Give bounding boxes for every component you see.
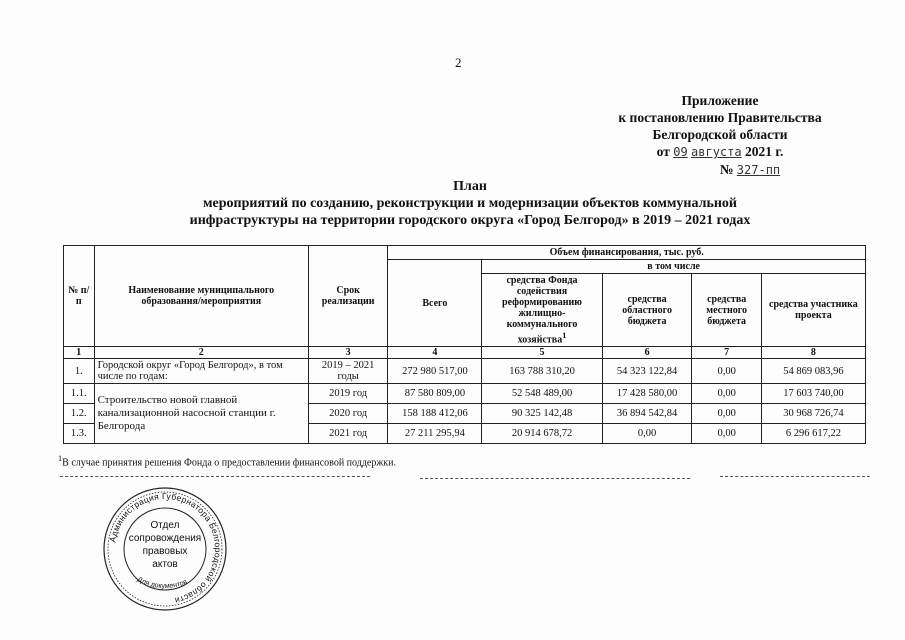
column-numbers-row: 1 2 3 4 5 6 7 8: [64, 347, 866, 359]
date-year: 2021 г.: [745, 144, 784, 159]
title-line1: План: [453, 179, 487, 194]
scan-dash-line: [420, 478, 690, 479]
appendix-date: от 09 августа 2021 г.: [656, 144, 784, 159]
svg-text:Для документов: [136, 576, 189, 590]
table-row: 1. Городской округ «Город Белгород», в том числе по годам: 2019 – 2021 годы 272 980 517,00 163 788 310,20 54 323 122,84 0,00 54 869 083,96: [64, 359, 866, 384]
header-fund: средства Фонда содействия реформированию жилищно-коммунального хозяйства$^1$: [482, 274, 602, 347]
appendix-line1: Приложение: [681, 93, 759, 108]
appendix-number: № 327-пп: [719, 162, 781, 177]
table-row: 1.2. 2020 год 158 188 412,06 90 325 142,48 36 894 542,84 0,00 30 968 726,74: [64, 404, 866, 424]
sub-project-name: Строительство новой главной канализационной насосной станции г. Белгорода: [94, 384, 308, 444]
header-participant: средства участника проекта: [761, 274, 865, 347]
appendix-line2: к постановлению Правительства: [618, 110, 822, 125]
scan-dash-line: [720, 476, 870, 477]
header-funding: Объем финансирования, тыс. руб.: [388, 246, 866, 260]
appendix-line3: Белгородской области: [652, 127, 788, 142]
header-total: Всего: [388, 260, 482, 347]
stamp-line1: Отдел: [150, 520, 180, 531]
plan-table: [63, 245, 866, 444]
date-month: августа: [691, 145, 742, 159]
date-day: 09: [673, 145, 688, 159]
stamp-line2: сопровождения: [128, 533, 202, 544]
stamp-line3: правовых: [142, 546, 188, 557]
stamp-line4: актов: [152, 559, 178, 570]
table-row: 1.3. 2021 год 27 211 295,94 20 914 678,72 0,00 0,00 6 296 617,22: [64, 424, 866, 444]
stamp-ring-text: Администрация Губернатора Белгородской области: [107, 490, 224, 606]
document-title: [120, 178, 820, 229]
title-line3: инфраструктуры на территории городского округа «Город Белгород» в 2019 – 2021 годах: [189, 213, 751, 228]
stamp-bottom-text: Для документов: [136, 576, 189, 591]
decree-number: 327-пп: [736, 163, 781, 177]
header-local: средства местного бюджета: [692, 274, 761, 347]
header-regional: средства областного бюджета: [602, 274, 692, 347]
official-stamp-seal: [102, 486, 228, 612]
header-term: Срок реализации: [308, 246, 388, 347]
title-line2: мероприятий по созданию, реконструкции и модернизации объектов коммунальной: [202, 196, 737, 211]
footnote: $^1$В случае принятия решения Фонда о предоставлении финансовой поддержки.: [58, 454, 396, 469]
appendix-header: [590, 92, 850, 179]
header-name: Наименование муниципального образования/мероприятия: [94, 246, 308, 347]
header-num: № п/п: [64, 246, 95, 347]
scan-dash-line: [60, 476, 370, 477]
header-including: в том числе: [482, 260, 866, 274]
table-row: 1.1. Строительство новой главной канализационной насосной станции г. Белгорода 2019 год 87 580 809,00 52 548 489,00 17 428 580,00 0,00 17 603 740,00: [64, 384, 866, 404]
page-number: 2: [455, 55, 462, 70]
